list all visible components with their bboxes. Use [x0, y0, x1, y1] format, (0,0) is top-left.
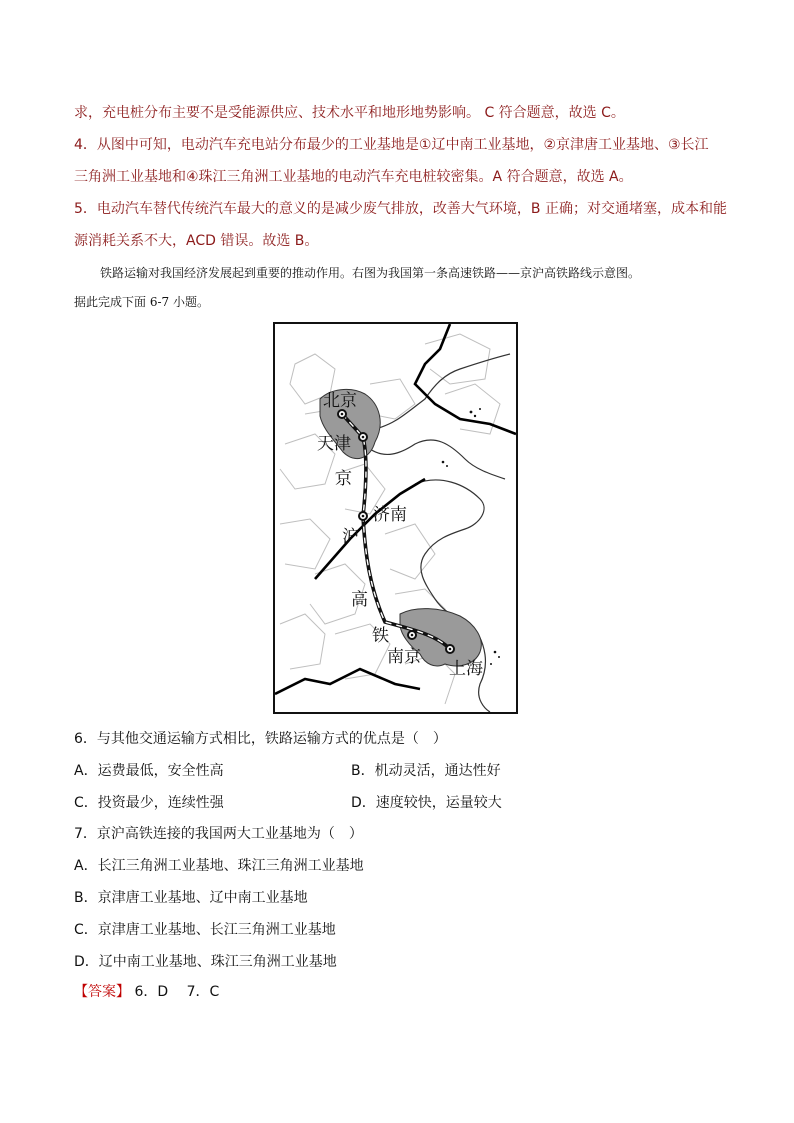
label-route-hu: 沪: [342, 527, 359, 547]
label-route-jing: 京: [335, 469, 352, 489]
answer-line-1: 求，充电桩分布主要不是受能源供应、技术水平和地形地势影响。 C 符合题意，故选 C。: [74, 105, 625, 121]
q6-option-d[interactable]: D．速度较快，运量较大: [351, 795, 502, 811]
q6-option-b[interactable]: B．机动灵活，通达性好: [351, 763, 501, 779]
q7-option-b[interactable]: B．京津唐工业基地、辽中南工业基地: [74, 890, 308, 906]
intro-line-2: 据此完成下面 6-7 小题。: [74, 295, 209, 309]
railway-map: [273, 322, 518, 714]
answer-key: [74, 981, 219, 1001]
label-tianjin: 天津: [317, 434, 351, 454]
label-nanjing: 南京: [387, 647, 421, 667]
q6-option-c[interactable]: C．投资最少，连续性强: [74, 795, 224, 811]
answer-key-values: 6．D 7．C: [134, 984, 220, 1000]
label-beijing: 北京: [323, 391, 357, 411]
q7-option-a[interactable]: A．长江三角洲工业基地、珠江三角洲工业基地: [74, 858, 364, 874]
intro-line-1: 铁路运输对我国经济发展起到重要的推动作用。右图为我国第一条高速铁路——京沪高铁路线示意图。: [100, 266, 641, 280]
answer-line-2: 4．从图中可知，电动汽车充电站分布最少的工业基地是①辽中南工业基地，②京津唐工业基地、③长江: [74, 137, 709, 153]
answer-line-5: 源消耗关系不大，ACD 错误。故选 B。: [74, 233, 319, 249]
answer-line-3: 三角洲工业基地和④珠江三角洲工业基地的电动汽车充电桩较密集。A 符合题意，故选 A。: [74, 169, 633, 185]
q7-option-c[interactable]: C．京津唐工业基地、长江三角洲工业基地: [74, 922, 336, 938]
label-route-tie: 铁: [372, 626, 389, 646]
q7-option-d[interactable]: D．辽中南工业基地、珠江三角洲工业基地: [74, 954, 337, 970]
answer-line-4: 5．电动汽车替代传统汽车最大的意义的是减少废气排放，改善大气环境，B 正确；对交通堵塞，成本和能: [74, 201, 727, 217]
q6-option-a[interactable]: A．运费最低，安全性高: [74, 763, 224, 779]
label-route-gao: 高: [351, 590, 368, 610]
label-shanghai: 上海: [449, 659, 483, 679]
label-jinan: 济南: [373, 505, 407, 525]
q7-stem: 7．京沪高铁连接的我国两大工业基地为（ ）: [74, 826, 363, 842]
q6-stem: 6．与其他交通运输方式相比，铁路运输方式的优点是（ ）: [74, 731, 447, 747]
answer-key-tag: 【答案】: [74, 984, 130, 1000]
